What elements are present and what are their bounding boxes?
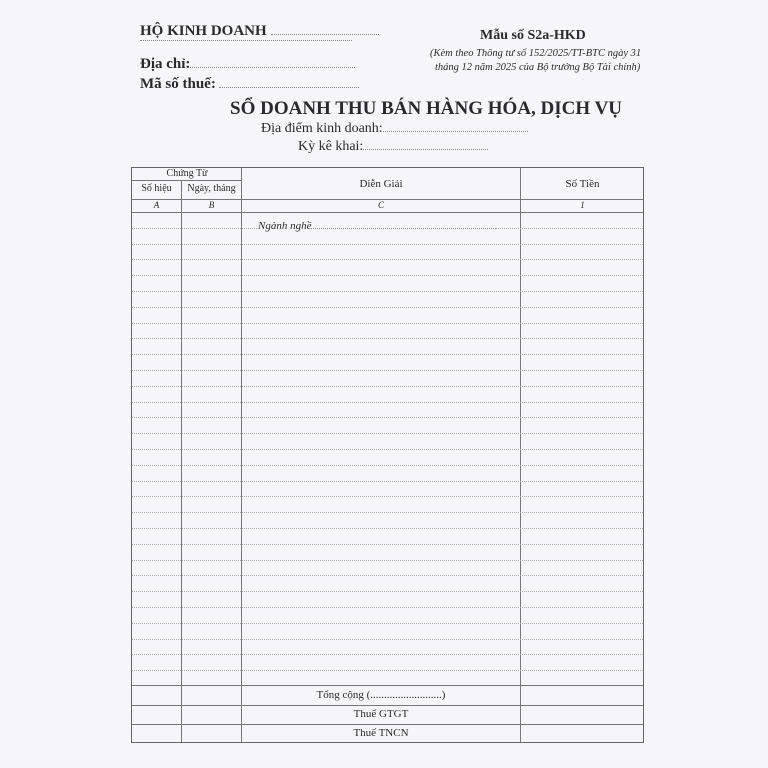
header-voucher-date: Ngày, tháng — [187, 183, 236, 194]
table-row-line — [132, 338, 643, 339]
form-note-line2: tháng 12 năm 2025 của Bộ trưởng Bộ Tài chính) — [435, 62, 641, 73]
period-label: Kỳ kê khai: — [298, 137, 488, 155]
table-row-line — [132, 639, 643, 640]
table-row-line — [132, 544, 643, 545]
table-row-line — [132, 591, 643, 592]
table-row-line — [132, 623, 643, 624]
table-row-line — [132, 259, 643, 260]
industry-label: Ngành nghề — [258, 219, 496, 232]
header-voucher-group: Chứng Từ — [166, 168, 208, 179]
page-title: SỔ DOANH THU BÁN HÀNG HÓA, DỊCH VỤ — [230, 98, 623, 119]
table-row-line — [132, 433, 643, 434]
code-a: A — [153, 200, 160, 210]
header-voucher-number: Số hiệu — [141, 183, 172, 194]
table-row-line — [132, 560, 643, 561]
form-code: Mẫu số S2a-HKD — [480, 28, 586, 43]
vat-label: Thuế GTGT — [353, 708, 409, 720]
table-row-line — [132, 275, 643, 276]
code-b: B — [208, 200, 215, 210]
table-row-line — [132, 402, 643, 403]
table-row-line — [132, 417, 643, 418]
table-row-line — [132, 607, 643, 608]
business-label: HỘ KINH DOANH — [140, 22, 379, 40]
table-row-line — [132, 370, 643, 371]
code-c: C — [377, 200, 384, 210]
revenue-table — [131, 167, 644, 743]
location-label: Địa điểm kinh doanh: — [261, 119, 528, 137]
header-description: Diễn Giải — [359, 178, 403, 190]
table-row-line — [132, 354, 643, 355]
table-row-line — [132, 528, 643, 529]
total-label: Tổng cộng (..........................) — [316, 689, 446, 701]
table-row-line — [132, 307, 643, 308]
form-note-line1: (Kèm theo Thông tư số 152/2025/TT-BTC ngày 31 — [430, 48, 642, 59]
table-row-line — [132, 481, 643, 482]
tax-code-label: Mã số thuế: — [140, 75, 359, 93]
table-row-line — [132, 449, 643, 450]
table-row-line — [132, 654, 643, 655]
table-row-line — [132, 670, 643, 671]
address-label: Địa chỉ: — [140, 55, 355, 73]
table-row-line — [132, 244, 643, 245]
code-1: 1 — [580, 200, 585, 210]
table-row-line — [132, 496, 643, 497]
table-row-line — [132, 465, 643, 466]
business-name-line — [140, 40, 352, 41]
table-row-line — [132, 575, 643, 576]
table-row-line — [132, 512, 643, 513]
pit-label: Thuế TNCN — [353, 727, 409, 739]
table-row-line — [132, 291, 643, 292]
table-row-line — [132, 323, 643, 324]
table-row-line — [132, 386, 643, 387]
header-amount: Số Tiền — [565, 178, 600, 190]
